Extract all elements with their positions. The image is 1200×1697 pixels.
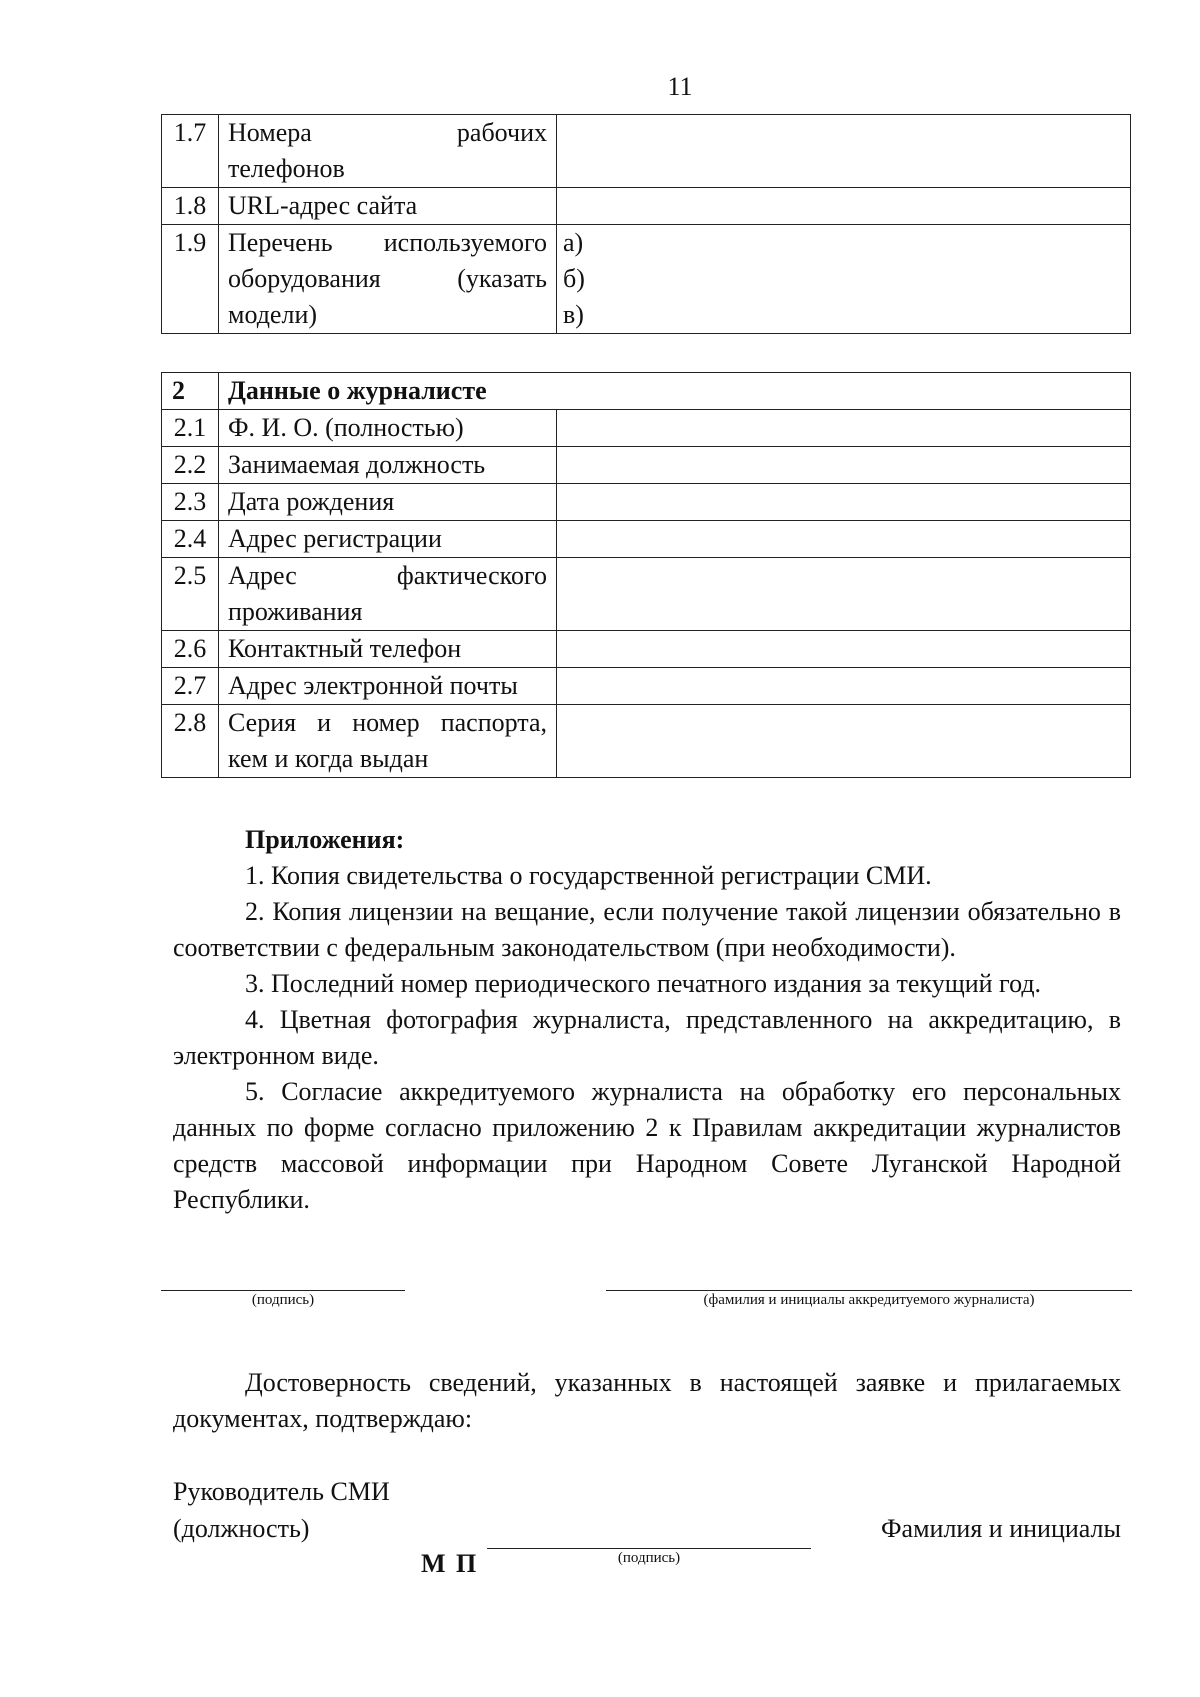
attachments-heading: Приложения: bbox=[245, 825, 405, 854]
table-row bbox=[162, 521, 1131, 558]
position-field[interactable] bbox=[557, 447, 1131, 484]
table-header-row bbox=[162, 373, 1131, 410]
row-value-field[interactable] bbox=[557, 115, 1131, 188]
table-row bbox=[162, 410, 1131, 447]
table-row bbox=[162, 188, 1131, 225]
full-name-field[interactable] bbox=[557, 410, 1131, 447]
table-row bbox=[162, 631, 1131, 668]
attachment-item: 5. Согласие аккредитуемого журналиста на обработку его персональных данных по форме согласно приложению 2 к Правилам аккредитации журналистов средств массовой информации при Народном Совете Луганской Народной Республики. bbox=[173, 1077, 1121, 1214]
row-label: Серия и номер паспорта, кем и когда выдан bbox=[219, 705, 557, 778]
signature-caption: (подпись) bbox=[617, 1550, 681, 1566]
row-label: URL-адрес сайта bbox=[219, 188, 557, 225]
row-number: 2.8 bbox=[162, 705, 219, 778]
equipment-item-a: а) bbox=[563, 228, 584, 257]
registration-address-field[interactable] bbox=[557, 521, 1131, 558]
equipment-list-field[interactable] bbox=[557, 225, 1131, 334]
attachment-item: 1. Копия свидетельства о государственной регистрации СМИ. bbox=[245, 861, 932, 890]
row-number: 2.7 bbox=[162, 668, 219, 705]
passport-field[interactable] bbox=[557, 705, 1131, 778]
attachment-item: 2. Копия лицензии на вещание, если получение такой лицензии обязательно в соответствии с федеральным законодательством (при необходимости). bbox=[173, 897, 1121, 962]
equipment-item-c: в) bbox=[563, 300, 584, 329]
actual-address-field[interactable] bbox=[557, 558, 1131, 631]
table-row bbox=[162, 558, 1131, 631]
row-label: Ф. И. О. (полностью) bbox=[219, 410, 557, 447]
row-number: 2.3 bbox=[162, 484, 219, 521]
head-signature-line[interactable] bbox=[487, 1548, 811, 1549]
row-number: 1.9 bbox=[162, 225, 219, 334]
contact-phone-field[interactable] bbox=[557, 631, 1131, 668]
table-row bbox=[162, 705, 1131, 778]
row-label: Адрес фактического проживания bbox=[219, 558, 557, 631]
row-label: Дата рождения bbox=[219, 484, 557, 521]
position-caption: (должность) bbox=[173, 1514, 310, 1543]
table-row bbox=[162, 668, 1131, 705]
section-title: Данные о журналисте bbox=[219, 373, 1131, 410]
attachment-item: 4. Цветная фотография журналиста, представленного на аккредитацию, в электронном виде. bbox=[173, 1005, 1121, 1070]
table-row bbox=[162, 447, 1131, 484]
name-caption: (фамилия и инициалы аккредитуемого журналиста) bbox=[703, 1292, 1035, 1308]
journalist-table bbox=[161, 372, 1131, 778]
row-number: 2.6 bbox=[162, 631, 219, 668]
row-label: Занимаемая должность bbox=[219, 447, 557, 484]
row-number: 2.1 bbox=[162, 410, 219, 447]
table-row bbox=[162, 225, 1131, 334]
section-number: 2 bbox=[162, 373, 219, 410]
row-value-field[interactable] bbox=[557, 188, 1131, 225]
row-number: 2.2 bbox=[162, 447, 219, 484]
name-initials-caption: Фамилия и инициалы bbox=[881, 1514, 1121, 1543]
signature-caption: (подпись) bbox=[251, 1292, 315, 1308]
confirmation-text: Достоверность сведений, указанных в настоящей заявке и прилагаемых документах, подтверждаю: bbox=[173, 1368, 1121, 1433]
row-number: 2.4 bbox=[162, 521, 219, 558]
journalist-signature-line[interactable] bbox=[161, 1290, 405, 1291]
row-label: Контактный телефон bbox=[219, 631, 557, 668]
birth-date-field[interactable] bbox=[557, 484, 1131, 521]
row-label: Номера рабочих телефонов bbox=[219, 115, 557, 188]
row-label: Адрес регистрации bbox=[219, 521, 557, 558]
row-number: 1.7 bbox=[162, 115, 219, 188]
attachments-section bbox=[173, 822, 1121, 1218]
row-number: 1.8 bbox=[162, 188, 219, 225]
page-number: 11 bbox=[667, 72, 693, 101]
email-field[interactable] bbox=[557, 668, 1131, 705]
table-row bbox=[162, 484, 1131, 521]
row-label: Перечень используемого оборудования (указать модели) bbox=[219, 225, 557, 334]
table-row bbox=[162, 115, 1131, 188]
attachment-item: 3. Последний номер периодического печатного издания за текущий год. bbox=[245, 969, 1042, 998]
equipment-table bbox=[161, 114, 1131, 334]
journalist-name-line[interactable] bbox=[606, 1290, 1132, 1291]
equipment-item-b: б) bbox=[563, 264, 585, 293]
row-number: 2.5 bbox=[162, 558, 219, 631]
row-label: Адрес электронной почты bbox=[219, 668, 557, 705]
stamp-place-label: М П bbox=[421, 1549, 479, 1578]
head-role-title: Руководитель СМИ bbox=[173, 1477, 390, 1506]
